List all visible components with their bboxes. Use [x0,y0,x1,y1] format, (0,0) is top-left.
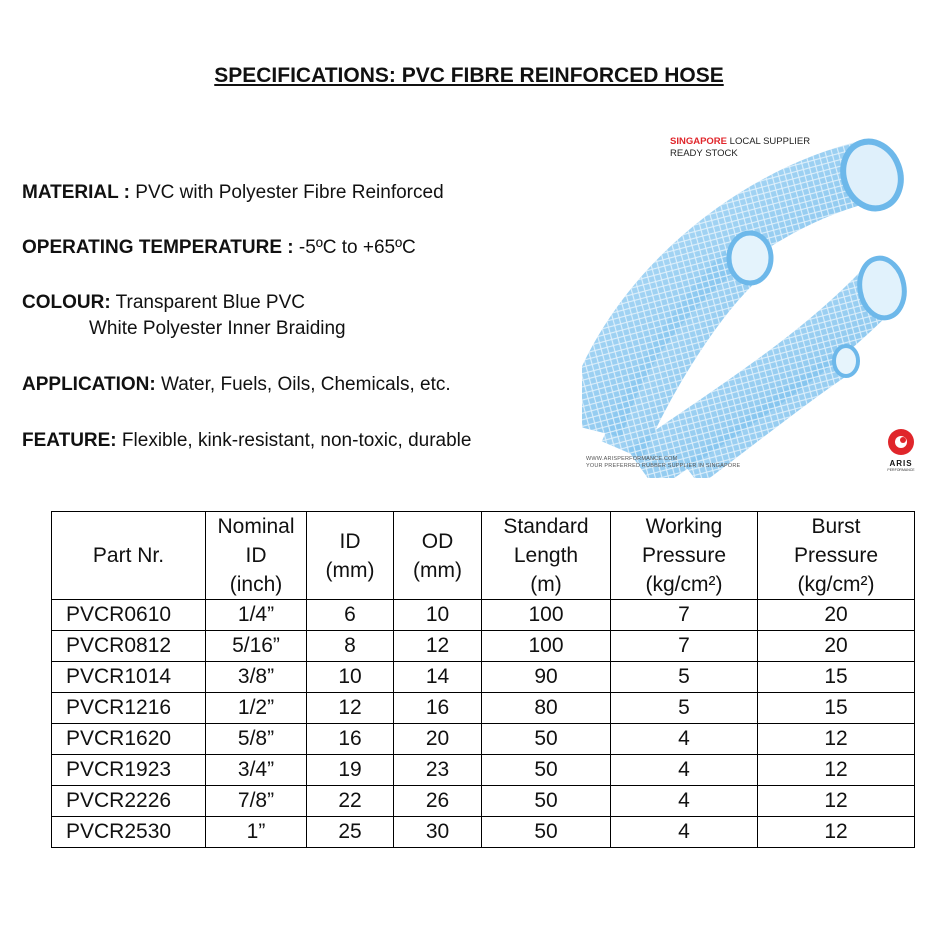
aris-logo-icon [878,426,924,460]
cell-part-nr: PVCR1014 [52,662,206,693]
cell-id-mm: 10 [307,662,394,693]
table-header-row [52,512,915,600]
photo-caption [586,456,740,470]
table-row [52,755,915,786]
stock-text: READY STOCK [670,148,738,159]
cell-standard-length: 100 [482,600,611,631]
table-row [52,631,915,662]
cell-od-mm: 30 [394,817,482,848]
supplier-banner [670,136,810,160]
cell-standard-length: 50 [482,755,611,786]
cell-standard-length: 50 [482,817,611,848]
col-header-working-pressure: Working Pressure (kg/cm²) [611,512,758,600]
cell-part-nr: PVCR2530 [52,817,206,848]
cell-id-mm: 22 [307,786,394,817]
cell-part-nr: PVCR1923 [52,755,206,786]
cell-od-mm: 14 [394,662,482,693]
spec-material [22,182,444,204]
table-row [52,817,915,848]
product-photo [582,130,926,478]
cell-nominal-id: 5/16” [206,631,307,662]
cell-burst-pressure: 15 [758,693,915,724]
cell-id-mm: 25 [307,817,394,848]
spec-material-label: MATERIAL : [22,182,131,203]
cell-burst-pressure: 20 [758,631,915,662]
logo-subtext: PERFORMANCE [887,468,915,472]
page-title: SPECIFICATIONS: PVC FIBRE REINFORCED HOSE [214,64,724,87]
spec-colour-value-2: White Polyester Inner Braiding [89,318,346,339]
cell-standard-length: 90 [482,662,611,693]
cell-nominal-id: 1” [206,817,307,848]
spec-feature [22,430,471,452]
col-header-part-nr: Part Nr. [52,512,206,600]
spec-application-value: Water, Fuels, Oils, Chemicals, etc. [155,374,451,395]
cell-working-pressure: 5 [611,693,758,724]
cell-nominal-id: 3/4” [206,755,307,786]
cell-od-mm: 16 [394,693,482,724]
spec-colour-value: Transparent Blue PVC [110,292,305,313]
cell-id-mm: 19 [307,755,394,786]
cell-nominal-id: 5/8” [206,724,307,755]
cell-nominal-id: 1/2” [206,693,307,724]
tagline: YOUR PREFERRED RUBBER SUPPLIER IN SINGAPORE [586,463,741,469]
cell-burst-pressure: 15 [758,662,915,693]
col-header-od: OD (mm) [394,512,482,600]
cell-nominal-id: 1/4” [206,600,307,631]
aris-logo [878,426,924,474]
cell-od-mm: 26 [394,786,482,817]
cell-burst-pressure: 12 [758,755,915,786]
col-header-id: ID (mm) [307,512,394,600]
cell-id-mm: 12 [307,693,394,724]
cell-part-nr: PVCR1620 [52,724,206,755]
cell-burst-pressure: 12 [758,724,915,755]
spec-application [22,374,451,396]
cell-id-mm: 6 [307,600,394,631]
cell-working-pressure: 7 [611,631,758,662]
cell-od-mm: 20 [394,724,482,755]
cell-burst-pressure: 12 [758,817,915,848]
cell-burst-pressure: 12 [758,786,915,817]
cell-part-nr: PVCR2226 [52,786,206,817]
table-row [52,600,915,631]
website-url: WWW.ARISPERFORMANCE.COM [586,456,678,462]
table-row [52,693,915,724]
cell-working-pressure: 4 [611,786,758,817]
table-body [52,600,915,848]
spec-application-label: APPLICATION: [22,374,156,395]
supplier-country: SINGAPORE [670,136,728,147]
cell-id-mm: 8 [307,631,394,662]
col-header-nominal-id: Nominal ID (inch) [206,512,307,600]
table-row [52,786,915,817]
cell-working-pressure: 7 [611,600,758,631]
hose-illustration [582,130,926,478]
logo-text: ARIS [889,459,913,468]
table-row [52,724,915,755]
col-header-burst-pressure: Burst Pressure (kg/cm²) [758,512,915,600]
cell-working-pressure: 4 [611,755,758,786]
col-header-standard-length: Standard Length (m) [482,512,611,600]
cell-nominal-id: 7/8” [206,786,307,817]
cell-od-mm: 12 [394,631,482,662]
cell-standard-length: 50 [482,724,611,755]
spec-table [51,511,915,848]
supplier-text: LOCAL SUPPLIER [727,136,811,147]
cell-standard-length: 100 [482,631,611,662]
cell-id-mm: 16 [307,724,394,755]
cell-working-pressure: 4 [611,724,758,755]
cell-standard-length: 80 [482,693,611,724]
cell-part-nr: PVCR0812 [52,631,206,662]
spec-feature-label: FEATURE: [22,430,117,451]
cell-working-pressure: 5 [611,662,758,693]
cell-part-nr: PVCR1216 [52,693,206,724]
cell-od-mm: 23 [394,755,482,786]
spec-temperature-value: -5ºC to +65ºC [293,237,416,258]
cell-standard-length: 50 [482,786,611,817]
spec-colour [22,292,346,340]
spec-feature-value: Flexible, kink-resistant, non-toxic, durable [116,430,472,451]
cell-od-mm: 10 [394,600,482,631]
spec-temperature-label: OPERATING TEMPERATURE : [22,237,294,258]
cell-nominal-id: 3/8” [206,662,307,693]
cell-working-pressure: 4 [611,817,758,848]
spec-colour-label: COLOUR: [22,292,111,313]
spec-temperature [22,237,416,259]
cell-burst-pressure: 20 [758,600,915,631]
cell-part-nr: PVCR0610 [52,600,206,631]
table-row [52,662,915,693]
spec-material-value: PVC with Polyester Fibre Reinforced [130,182,444,203]
